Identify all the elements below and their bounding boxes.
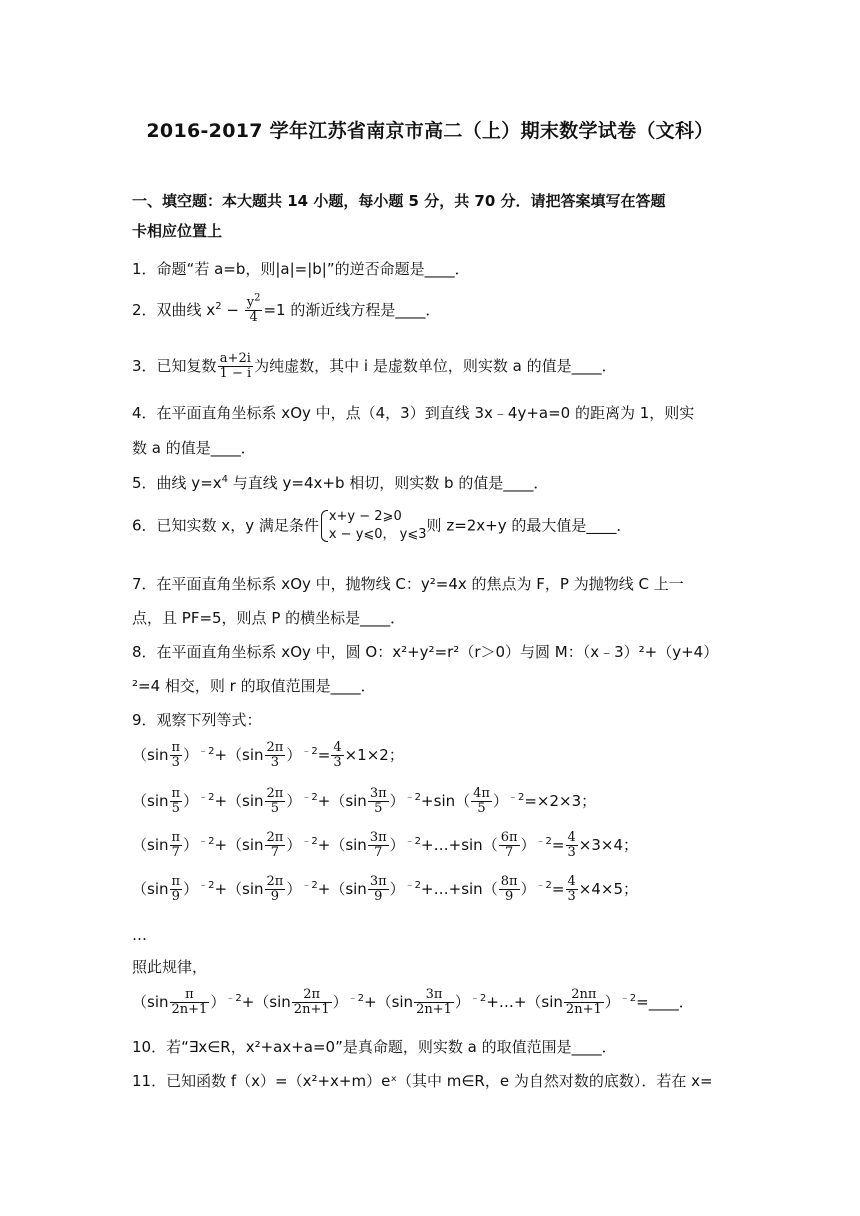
q9-equation-3: （sin $\frac{\pi}{7}$ ）$^{﹣2}$+（sin $\frac{2\pi}{7}$ ）$^{﹣2}$+（sin $\frac{3\pi}{7}$ ）$^{﹣2}$+…+sin（ $\frac{6\pi}{7}$ ）$^{﹣2}$= $\frac{4}{3}$ ×3×4； — [132, 830, 639, 860]
q3-suffix: 为纯虚数，其中 i 是虚数单位，则实数 a 的值是____． — [254, 357, 617, 375]
q2-suffix: =1 的渐近线方程是____． — [263, 301, 441, 319]
question-7-line-2: 点，且 PF=5，则点 P 的横坐标是____． — [132, 609, 406, 627]
q2-fraction: $\frac{y^2}{4}$ — [246, 292, 261, 325]
q9-rule: 照此规律， — [132, 958, 208, 976]
section-heading-line-2: 卡相应位置上 — [132, 222, 223, 240]
section-heading — [132, 186, 732, 246]
question-4-line-2: 数 a 的值是____． — [132, 439, 256, 457]
q9-equation-2: （sin $\frac{\pi}{5}$ ）$^{﹣2}$+（sin $\frac{2\pi}{5}$ ）$^{﹣2}$+（sin $\frac{3\pi}{5}$ ）$^{﹣2}$+sin（ $\frac{4\pi}{5}$ ）$^{﹣2}$=×2×3； — [132, 786, 597, 816]
q5-suffix: 与直线 y=4x+b 相切，则实数 b 的值是____． — [228, 474, 549, 492]
q9-general-equation: （sin $\frac{\pi}{2n+1}$ ）$^{﹣2}$+（sin $\frac{2\pi}{2n+1}$ ）$^{﹣2}$+（sin $\frac{3\pi}{2n+1}$ ）$^{﹣2}$+…+（sin $\frac{2n\pi}{2n+1}$ ）$^{﹣2}$=____． — [132, 987, 694, 1017]
question-10: 10．若“∃x∈R，x²+ax+a=0”是真命题，则实数 a 的取值范围是____． — [132, 1038, 617, 1056]
question-5: 5．曲线 $y=x^4$ 与直线 y=4x+b 相切，则实数 b 的值是____． — [132, 474, 549, 492]
q9-equation-4: （sin $\frac{\pi}{9}$ ）$^{﹣2}$+（sin $\frac{2\pi}{9}$ ）$^{﹣2}$+（sin $\frac{3\pi}{9}$ ）$^{﹣2}$+…+sin（ $\frac{8\pi}{9}$ ）$^{﹣2}$= $\frac{4}{3}$ ×4×5； — [132, 874, 639, 904]
question-9-intro: 9．观察下列等式： — [132, 711, 262, 729]
question-8-line-1: 8．在平面直角坐标系 xOy 中，圆 O：x²+y²=r²（r＞0）与圆 M：（x﹣3）²+（y+4） — [132, 643, 719, 661]
q3-prefix: 3．已知复数 — [132, 357, 217, 375]
q5-prefix: 5．曲线 y=x — [132, 474, 222, 492]
question-3 — [132, 352, 732, 381]
question-4-line-1: 4．在平面直角坐标系 xOy 中，点（4，3）到直线 3x﹣4y+a=0 的距离为 1，则实 — [132, 404, 695, 422]
question-6 — [132, 508, 732, 544]
question-7-line-1: 7．在平面直角坐标系 xOy 中，抛物线 C：y²=4x 的焦点为 F，P 为抛物线 C 上一 — [132, 575, 684, 593]
q2-prefix: 2．双曲线 x — [132, 301, 216, 319]
q9-ellipsis: … — [132, 926, 147, 944]
q6-prefix: 6．已知实数 x，y 满足条件 — [132, 516, 319, 535]
question-8-line-2: ²=4 相交，则 r 的取值范围是____． — [132, 677, 376, 695]
question-11: 11．已知函数 f（x）=（x²+x+m）eˣ（其中 m∈R，e 为自然对数的底数）．若在 x= — [132, 1072, 713, 1090]
q6-suffix: 则 z=2x+y 的最大值是____． — [426, 516, 632, 535]
section-heading-line-1: 一、填空题：本大题共 14 小题，每小题 5 分，共 70 分．请把答案填写在答题 — [132, 192, 666, 210]
question-2: 2．双曲线 $x^2$ − $\frac{y^2}{4}$ =1 的渐近线方程是____． — [132, 292, 441, 325]
q9-equation-1: （sin $\frac{\pi}{3}$ ）$^{﹣2}$+（sin $\frac{2\pi}{3}$ ）$^{﹣2}$= $\frac{4}{3}$ ×1×2； — [132, 740, 404, 770]
q6-constraint-system: x+y − 2⩾0 x − y⩽0， y⩽3 — [319, 508, 427, 544]
page-title: 2016-2017 学年江苏省南京市高二（上）期末数学试卷（文科） — [146, 120, 714, 142]
question-1: 1．命题“若 a=b，则|a|=|b|”的逆否命题是____． — [132, 260, 470, 278]
q3-fraction: $\frac{a+2i}{1 - i}$ — [219, 351, 252, 381]
